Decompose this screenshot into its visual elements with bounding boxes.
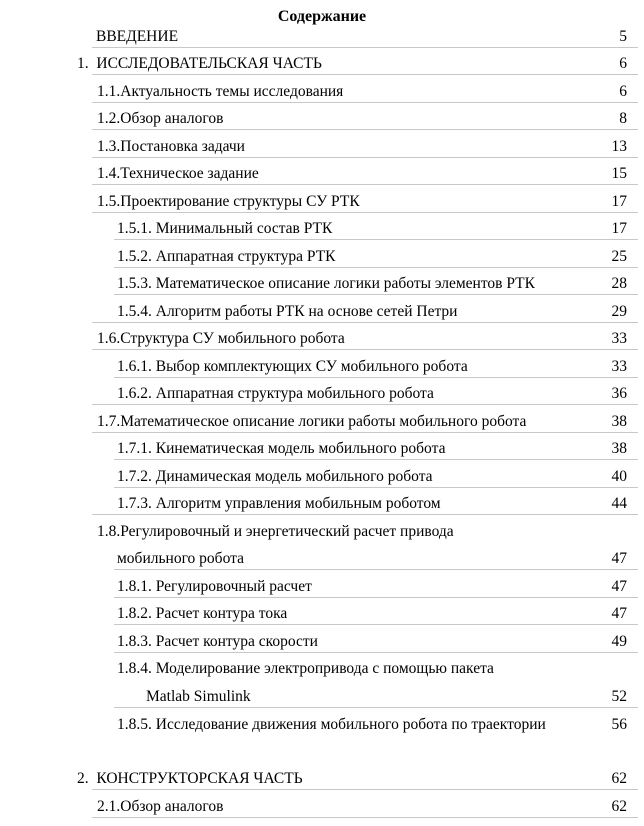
toc-entry-1-1[interactable] bbox=[0, 77, 644, 103]
toc-entry-1-8-5[interactable] bbox=[0, 710, 644, 736]
divider bbox=[114, 239, 638, 240]
toc-entry-page: 6 bbox=[619, 55, 627, 72]
divider bbox=[92, 129, 638, 130]
toc-entry-label: 1.8.4. Моделирование электропривода с помощью пакета bbox=[117, 660, 494, 677]
toc-entry-page: 17 bbox=[611, 220, 627, 237]
toc-entry-page: 29 bbox=[611, 303, 627, 320]
divider bbox=[114, 624, 638, 625]
toc-entry-1-8-4[interactable] bbox=[0, 654, 644, 680]
toc-entry-1-8[interactable] bbox=[0, 517, 644, 543]
divider bbox=[114, 652, 638, 653]
toc-entry-1-5-2[interactable] bbox=[0, 242, 644, 268]
toc-entry-page: 13 bbox=[611, 138, 627, 155]
divider bbox=[92, 789, 638, 790]
toc-entry-1-5-1[interactable] bbox=[0, 214, 644, 240]
toc-entry-label: 1.8.Регулировочный и энергетический расчет привода bbox=[97, 523, 454, 540]
toc-entry-label: Matlab Simulink bbox=[146, 688, 251, 705]
toc-entry-1-6-1[interactable] bbox=[0, 352, 644, 378]
toc-entry-page: 49 bbox=[611, 633, 627, 650]
divider bbox=[92, 184, 638, 185]
toc-entry-label: 2.1.Обзор аналогов bbox=[97, 798, 224, 815]
toc-entry-label: 1.7.2. Динамическая модель мобильного робота bbox=[117, 468, 433, 485]
divider bbox=[92, 212, 638, 213]
toc-entry-label: 2. КОНСТРУКТОРСКАЯ ЧАСТЬ bbox=[77, 770, 303, 787]
toc-entry-1-7-1[interactable] bbox=[0, 434, 644, 460]
divider bbox=[114, 294, 638, 295]
toc-entry-page: 47 bbox=[611, 578, 627, 595]
divider bbox=[92, 404, 638, 405]
toc-entry-section-2[interactable] bbox=[0, 764, 644, 790]
toc-entry-label: 1.5.4. Алгоритм работы РТК на основе сетей Петри bbox=[117, 303, 458, 320]
toc-entry-1-5-4[interactable] bbox=[0, 297, 644, 323]
toc-entry-page: 62 bbox=[611, 798, 627, 815]
toc-entry-label: 1.6.Структура СУ мобильного робота bbox=[97, 330, 345, 347]
toc-entry-1-2[interactable] bbox=[0, 104, 644, 130]
divider bbox=[92, 322, 638, 323]
toc-entry-page: 15 bbox=[611, 165, 627, 182]
page-title: Содержание bbox=[277, 8, 367, 25]
divider bbox=[92, 102, 638, 103]
toc-entry-1-8-2[interactable] bbox=[0, 599, 644, 625]
toc-entry-label: 1.5.2. Аппаратная структура РТК bbox=[117, 248, 336, 265]
toc-entry-page: 25 bbox=[611, 248, 627, 265]
toc-entry-label: 1.5.Проектирование структуры СУ РТК bbox=[97, 193, 360, 210]
divider bbox=[114, 459, 638, 460]
toc-entry-1-8-3[interactable] bbox=[0, 627, 644, 653]
toc-entry-label: 1.2.Обзор аналогов bbox=[97, 110, 224, 127]
toc-entry-page: 33 bbox=[611, 330, 627, 347]
toc-entry-1-6-2[interactable] bbox=[0, 379, 644, 405]
toc-entry-label: 1.8.3. Расчет контура скорости bbox=[117, 633, 318, 650]
toc-entry-page: 47 bbox=[611, 550, 627, 567]
toc-entry-label: 1.7.3. Алгоритм управления мобильным роботом bbox=[117, 495, 441, 512]
toc-entry-page: 56 bbox=[611, 716, 627, 733]
toc-entry-1-3[interactable] bbox=[0, 132, 644, 158]
toc-entry-1-7[interactable] bbox=[0, 407, 644, 433]
divider bbox=[114, 487, 638, 488]
divider bbox=[114, 707, 638, 708]
toc-entry-page: 62 bbox=[611, 770, 627, 787]
divider bbox=[114, 377, 638, 378]
divider bbox=[92, 432, 638, 433]
toc-entry-label: 1. ИССЛЕДОВАТЕЛЬСКАЯ ЧАСТЬ bbox=[77, 55, 322, 72]
toc-entry-label: мобильного робота bbox=[117, 550, 244, 567]
toc-entry-section-1[interactable] bbox=[0, 49, 644, 75]
toc-entry-page: 38 bbox=[611, 413, 627, 430]
divider bbox=[92, 349, 638, 350]
toc-entry-label: 1.7.Математическое описание логики работы мобильного робота bbox=[97, 413, 527, 430]
toc-entry-1-8-cont[interactable] bbox=[0, 544, 644, 570]
toc-entry-label: 1.4.Техническое задание bbox=[97, 165, 259, 182]
toc-entry-label: ВВЕДЕНИЕ bbox=[96, 28, 179, 45]
toc-entry-1-4[interactable] bbox=[0, 159, 644, 185]
toc-entry-1-5[interactable] bbox=[0, 187, 644, 213]
toc-entry-page: 52 bbox=[611, 688, 627, 705]
toc-entry-label: 1.7.1. Кинематическая модель мобильного робота bbox=[117, 440, 446, 457]
divider bbox=[92, 514, 638, 515]
toc-entry-page: 36 bbox=[611, 385, 627, 402]
divider bbox=[114, 267, 638, 268]
toc-entry-2-1[interactable] bbox=[0, 792, 644, 818]
toc-entry-page: 33 bbox=[611, 358, 627, 375]
toc-entry-label: 1.6.2. Аппаратная структура мобильного робота bbox=[117, 385, 434, 402]
toc-entry-introduction[interactable] bbox=[0, 22, 644, 48]
toc-entry-page: 40 bbox=[611, 468, 627, 485]
toc-entry-label: 1.8.5. Исследование движения мобильного робота по траектории bbox=[117, 716, 546, 733]
toc-entry-label: 1.3.Постановка задачи bbox=[97, 138, 245, 155]
toc-entry-page: 47 bbox=[611, 605, 627, 622]
toc-entry-label: 1.8.2. Расчет контура тока bbox=[117, 605, 288, 622]
toc-entry-1-7-2[interactable] bbox=[0, 462, 644, 488]
toc-entry-label: 1.5.3. Математическое описание логики работы элементов РТК bbox=[117, 275, 535, 292]
toc-entry-page: 28 bbox=[611, 275, 627, 292]
divider bbox=[92, 74, 638, 75]
toc-entry-label: 1.8.1. Регулировочный расчет bbox=[117, 578, 312, 595]
toc-entry-1-5-3[interactable] bbox=[0, 269, 644, 295]
toc-entry-1-6[interactable] bbox=[0, 324, 644, 350]
toc-entry-page: 8 bbox=[619, 110, 627, 127]
toc-entry-label: 1.5.1. Минимальный состав РТК bbox=[117, 220, 333, 237]
toc-entry-page: 17 bbox=[611, 193, 627, 210]
divider bbox=[92, 157, 638, 158]
toc-entry-1-8-1[interactable] bbox=[0, 572, 644, 598]
divider bbox=[92, 817, 638, 818]
toc-entry-label: 1.1.Актуальность темы исследования bbox=[97, 83, 344, 100]
toc-entry-page: 44 bbox=[611, 495, 627, 512]
divider bbox=[114, 597, 638, 598]
divider bbox=[114, 569, 638, 570]
toc-entry-page: 38 bbox=[611, 440, 627, 457]
toc-entry-page: 6 bbox=[619, 83, 627, 100]
divider bbox=[92, 47, 638, 48]
toc-entry-1-7-3[interactable] bbox=[0, 489, 644, 515]
toc-entry-label: 1.6.1. Выбор комплектующих СУ мобильного робота bbox=[117, 358, 468, 375]
toc-entry-1-8-4-cont[interactable] bbox=[0, 682, 644, 708]
toc-entry-page: 5 bbox=[619, 28, 627, 45]
